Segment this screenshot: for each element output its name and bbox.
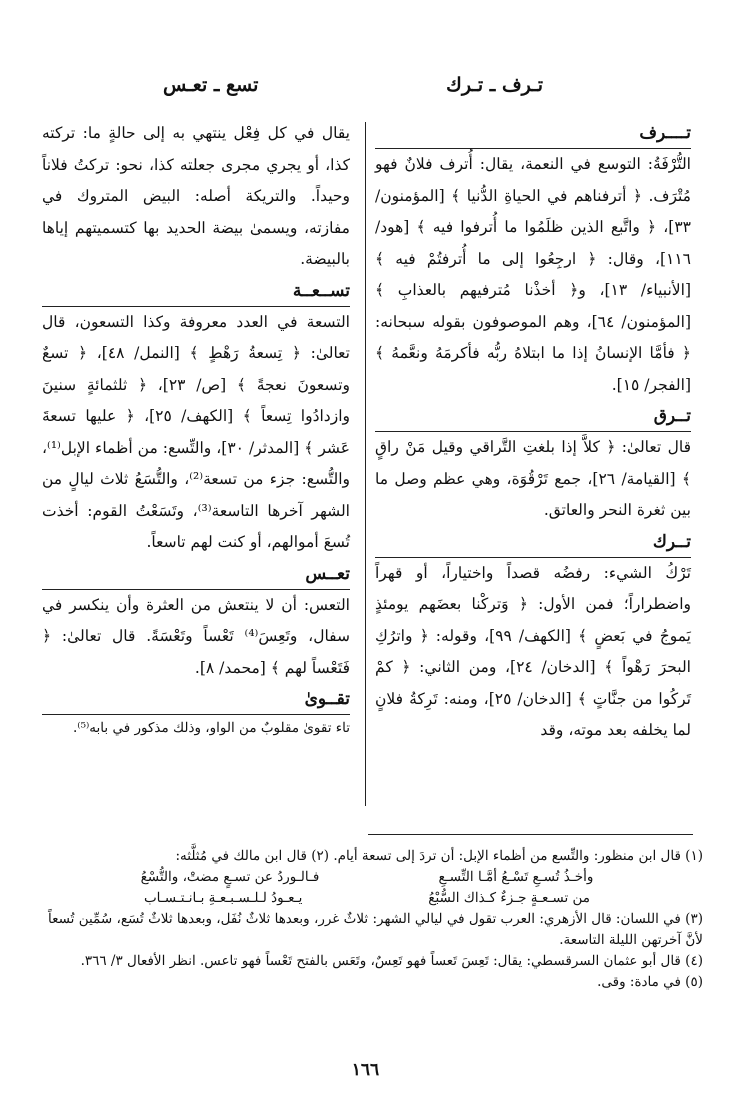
left-column (42, 118, 350, 741)
page-number: ١٦٦ (351, 1060, 380, 1080)
right-column (375, 118, 691, 747)
entry-heading-taraq: تــرق (375, 401, 691, 432)
column-divider (365, 122, 366, 806)
entry-heading-tis-a: تســعــة (42, 276, 350, 307)
footnote-1-2: (١) قال ابن منظور: والتِّسع من أظماء الإبل: أن تردَ إلى تسعة أيام. (٢) قال ابن مالك في مُثلَّثه: (175, 848, 703, 864)
entry-body-taraq: قال تعالىٰ: ﴿ كلاَّ إذا بلغتِ التَّراقي وقيل مَنْ راقٍ ﴾ [القيامة/ ٢٦]، جمع تَرْقُوَة، وهي عظم وصل ما بين ثغرة النحر والعاتق. (375, 438, 692, 519)
footnote-rule (368, 834, 693, 835)
verse-hemistich: يـعـودُ لـلـسـبـعـةِ بـانـتـسـاب (143, 890, 303, 906)
verse-hemistich: من تسـعـةٍ جـزءٌ كـذاك السُّبْعُ (428, 890, 591, 906)
verse-hemistich: فـالـوردُ عن تسـعٍ مضتْ، والتُّسْعُ (140, 869, 320, 885)
entry-heading-tarak: تــرك (375, 527, 691, 558)
entry-body-ta-s: التعس: أن لا ينتعش من العثرة وأن ينكسر في سفال، وتَعِسَ⁽⁴⁾ تَعْساً وتَعْسَةً. قال تعالىٰ: ﴿ فَتَعْساً لهم ﴾ [محمد/ ٨]. (42, 595, 351, 677)
footnote-4: (٤) قال أبو عثمان السرقسطي: يقال: تَعِسَ تَعساً فهو تَعِسٌ، وتَعَس بالفتح تَعْساً فهو تاعس. انظر الأفعال ٣/ ٣٦٦. (80, 953, 703, 969)
footnote-verse-line-2 (31, 888, 703, 909)
footnote-3: (٣) في اللسان: قال الأزهري: العرب تقول في ليالي الشهر: ثلاثٌ غرر، وبعدها ثلاثٌ نُفَل، وبعدها ثلاثٌ تُسَع، سُمِّين تُسعاً لأنَّ آخرتهن الليلة التاسعة. (47, 911, 703, 948)
verse-hemistich: وأخـذُ تُسـعِ تَسْـعُ أمَّـا التِّسـعِ (438, 869, 594, 885)
entry-body-tarak: تَرْكُ الشيء: رفضُه قصداً واختياراً، أو قهراً واضطراراً؛ فمن الأول: ﴿ وَتركْنا بعضَهم يومئذٍ يَموجُ في بَعضٍ ﴾ [الكهف/ ٩٩]، وقوله: ﴿ واترُكِ البحرَ رَهْواً ﴾ [الدخان/ ٢٤]، ومن الثاني: ﴿ كمْ تَركُوا من جنَّاتٍ ﴾ [الدخان/ ٢٥]، ومنه: تَرِكةُ فلانٍ لما يخلفه بعد موته، وقد (375, 563, 691, 739)
footnotes (31, 846, 703, 993)
running-head-left: تسع ـ تعـس (163, 74, 259, 96)
entry-body-taqwa: تاء تقوىٰ مقلوبٌ من الواو، وذلك مذكور في بابه⁽⁵⁾. (72, 720, 350, 736)
entry-heading-taraf: تــــرف (375, 118, 691, 149)
entry-heading-ta-s: تعــس (42, 559, 350, 590)
running-head-right: تـرف ـ تـرك (446, 74, 543, 96)
footnote-5: (٥) في مادة: وقى. (597, 974, 703, 990)
entry-body-tis-a: التسعة في العدد معروفة وكذا التسعون، قال تعالىٰ: ﴿ تِسعةُ رَهْطٍ ﴾ [النمل/ ٤٨]، ﴿ تسعٌ وتسعونَ نعجةً ﴾ [ص/ ٢٣]، ﴿ ثلثمائةٍ سنينَ وازدادُوا تِسعاً ﴾ [الكهف/ ٢٥]، ﴿ عليها تسعةَ عَشر ﴾ [المدثر/ ٣٠]، والتِّسع: من أظماء الإبل⁽¹⁾، والتُّسع: جزء من تسعة⁽²⁾، والتُّسَعُ ثلاث ليالٍ من الشهر آخرها التاسعة⁽³⁾، وتَسَعْتُ القوم: أخذت تُسعَ أموالهم، أو كنت لهم تاسعاً. (42, 312, 351, 551)
entry-heading-taqwa: تقــوىٰ (42, 684, 350, 715)
entry-body-tarak-continued: يقال في كل فِعْل ينتهي به إلى حالةٍ ما: تركته كذا، أو يجري مجرى جعلته كذا، نحو: تركتُ فلاناً وحيداً. والتريكة أصله: البيض المتروك في مفازته، ويسمىٰ بيضة الحديد بها كتسميتهم إياها بالبيضة. (42, 124, 350, 268)
footnote-verse-line-1 (31, 867, 703, 888)
entry-body-taraf: التُّرْفَةُ: التوسع في النعمة، يقال: أُترف فلانٌ فهو مُتْرَف. ﴿ أترفناهم في الحياةِ الدُّنيا ﴾ [المؤمنون/ ٣٣]، ﴿ واتَّبع الذين ظلَمُوا ما أُترفوا فيه ﴾ [هود/ ١١٦]، وقال: ﴿ ارجِعُوا إلى ما أُترفتُمْ فيه ﴾ [الأنبياء/ ١٣]، و﴿ أخذْنا مُترفيهم بالعذابِ ﴾ [المؤمنون/ ٦٤]، وهم الموصوفون بقوله سبحانه: ﴿ فأمَّا الإنسانُ إذا ما ابتلاهُ ربُّه فأكرمَهُ ونعَّمهُ ﴾ [الفجر/ ١٥]. (375, 155, 691, 394)
